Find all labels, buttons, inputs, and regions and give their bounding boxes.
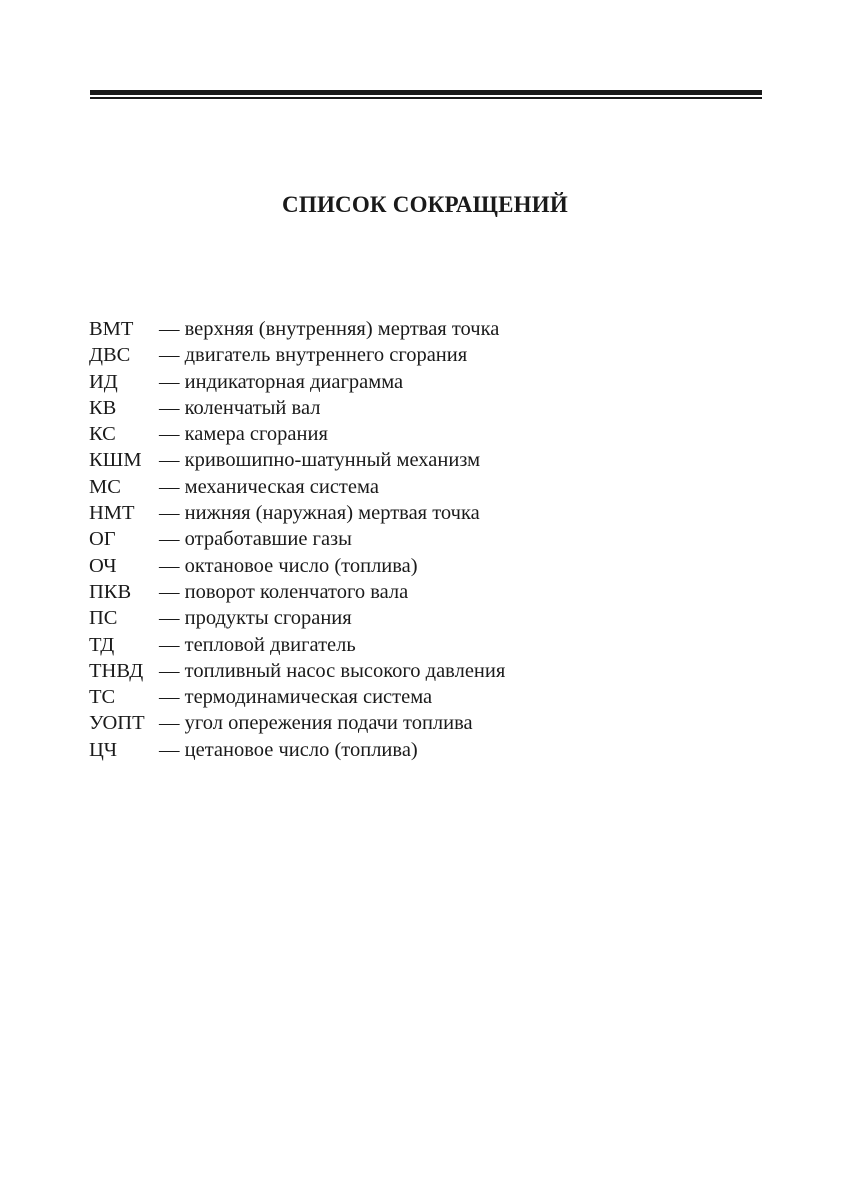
abbreviation-term: УОПТ bbox=[89, 712, 145, 735]
list-item bbox=[89, 369, 505, 395]
abbreviation-definition: — поворот коленчатого вала bbox=[159, 580, 409, 603]
list-item bbox=[89, 737, 505, 763]
abbreviation-definition: — кривошипно-шатунный механизм bbox=[159, 449, 481, 472]
list-item bbox=[89, 342, 505, 368]
list-item bbox=[89, 316, 505, 342]
abbreviation-definition: — двигатель внутреннего сгорания bbox=[159, 344, 468, 367]
abbreviation-term: КС bbox=[89, 423, 116, 446]
list-item bbox=[89, 474, 505, 500]
list-item bbox=[89, 684, 505, 710]
list-item bbox=[89, 632, 505, 658]
abbreviation-term: ТС bbox=[89, 686, 116, 709]
abbreviation-term: НМТ bbox=[89, 502, 135, 525]
abbreviation-definition: — отработавшие газы bbox=[159, 528, 352, 551]
page-title: СПИСОК СОКРАЩЕНИЙ bbox=[282, 192, 568, 217]
list-item bbox=[89, 421, 505, 447]
abbreviation-term: МС bbox=[89, 475, 121, 498]
header-rule-thin bbox=[90, 97, 762, 99]
abbreviation-term: ИД bbox=[89, 370, 118, 393]
abbreviation-term: ТНВД bbox=[89, 659, 144, 682]
list-item bbox=[89, 447, 505, 473]
abbreviation-definition: — продукты сгорания bbox=[159, 607, 352, 630]
list-item bbox=[89, 658, 505, 684]
abbreviation-term: КВ bbox=[89, 396, 117, 419]
list-item bbox=[89, 579, 505, 605]
abbreviation-definition: — тепловой двигатель bbox=[159, 633, 356, 656]
abbreviation-definition: — октановое число (топлива) bbox=[159, 554, 418, 577]
abbreviation-definition: — термодинамическая система bbox=[159, 686, 433, 709]
abbreviation-term: КШМ bbox=[89, 449, 142, 472]
list-item bbox=[89, 500, 505, 526]
abbreviation-term: ЦЧ bbox=[89, 738, 118, 761]
list-item bbox=[89, 526, 505, 552]
abbreviation-definition: — топливный насос высокого давления bbox=[159, 659, 506, 682]
abbreviation-term: ОЧ bbox=[89, 554, 117, 577]
list-item bbox=[89, 553, 505, 579]
abbreviation-definition: — верхняя (внутренняя) мертвая точка bbox=[159, 318, 500, 340]
abbreviation-term: ДВС bbox=[89, 344, 131, 367]
abbreviation-definition: — коленчатый вал bbox=[159, 396, 321, 419]
abbreviation-definition: — индикаторная диаграмма bbox=[159, 370, 404, 393]
list-item bbox=[89, 710, 505, 736]
abbreviation-term: ТД bbox=[89, 633, 115, 656]
abbreviation-term: ОГ bbox=[89, 528, 116, 551]
abbreviation-term: ВМТ bbox=[89, 318, 134, 340]
header-rule-thick bbox=[90, 90, 762, 95]
list-item bbox=[89, 395, 505, 421]
abbreviation-term: ПС bbox=[89, 607, 118, 630]
abbreviation-definition: — угол опережения подачи топлива bbox=[159, 712, 473, 735]
abbreviation-term: ПКВ bbox=[89, 580, 132, 603]
abbreviation-definition: — цетановое число (топлива) bbox=[159, 738, 418, 761]
abbreviation-definition: — камера сгорания bbox=[159, 423, 328, 446]
abbreviation-definition: — механическая система bbox=[159, 475, 379, 498]
abbreviation-list bbox=[89, 316, 505, 763]
abbreviation-definition: — нижняя (наружная) мертвая точка bbox=[159, 502, 480, 525]
list-item bbox=[89, 605, 505, 631]
